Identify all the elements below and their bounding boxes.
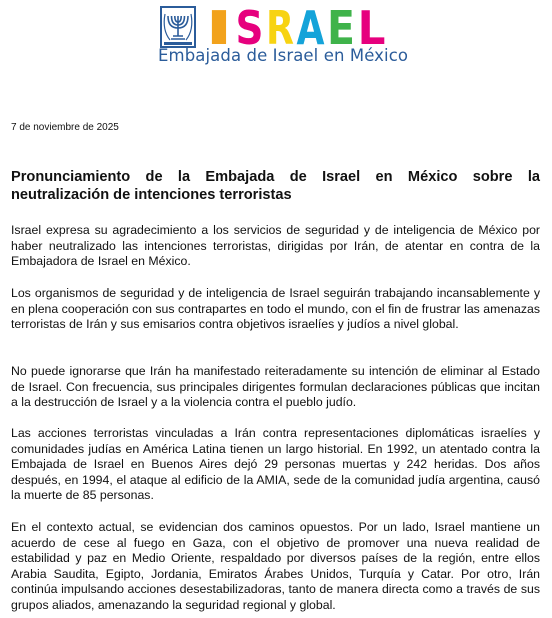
- menorah-emblem-icon: [160, 6, 196, 48]
- logo-letter: I: [205, 4, 233, 48]
- logo-letter: R: [266, 4, 294, 48]
- logo-letter: S: [235, 4, 264, 48]
- logo-letter: A: [296, 4, 325, 48]
- document-date: 7 de noviembre de 2025: [11, 122, 119, 133]
- paragraph: Las acciones terroristas vinculadas a Irán contra representaciones diplomáticas israelíes y comunidades judías en América Latina tienen un largo historial. En 1992, un atentado contra la Embajada de Israel en Buenos Aires dejó 29 personas muertas y 242 heridas. Dos años después, en 1994, el ataque al edificio de la AMIA, sede de la comunidad judía argentina, causó la muerte de 85 personas.: [11, 426, 540, 503]
- letterhead: [0, 0, 552, 74]
- embassy-name: Embajada de Israel en México: [158, 46, 409, 65]
- logo-letter: E: [327, 4, 355, 48]
- paragraph: Los organismos de seguridad y de inteligencia de Israel seguirán trabajando incansablemente y en plena cooperación con sus contrapartes en todo el mundo, con el fin de frustrar las amenazas terroristas de Irán y sus emisarios contra objetivos israelíes y judíos a nivel global.: [11, 286, 540, 332]
- paragraph: En el contexto actual, se evidencian dos caminos opuestos. Por un lado, Israel mantiene un acuerdo de cese al fuego en Gaza, con el objetivo de promover una nueva realidad de estabilidad y paz en Medio Oriente, respaldado por diversos países de la región, entre ellos Arabia Saudita, Egipto, Jordania, Emiratos Árabes Unidos, Turquía y Catar. Por otro, Irán continúa impulsando acciones desestabilizadoras, tanto de manera directa como a través de sus grupos aliados, amenazando la seguridad regional y global.: [11, 520, 540, 612]
- israel-wordmark-logo: [204, 4, 389, 48]
- paragraph: No puede ignorarse que Irán ha manifestado reiteradamente su intención de eliminar al Estado de Israel. Con frecuencia, sus principales dirigentes formulan declaraciones públicas que incitan a la destrucción de Israel y a la violencia contra el pueblo judío.: [11, 364, 540, 410]
- document-title: Pronunciamiento de la Embajada de Israel en México sobre la neutralización de intenciones terroristas: [11, 169, 540, 203]
- logo-letter: L: [357, 4, 386, 48]
- paragraph: Israel expresa su agradecimiento a los servicios de seguridad y de inteligencia de México por haber neutralizado las intenciones terroristas, dirigidas por Irán, de atentar en contra de la Embajadora de Israel en México.: [11, 223, 540, 269]
